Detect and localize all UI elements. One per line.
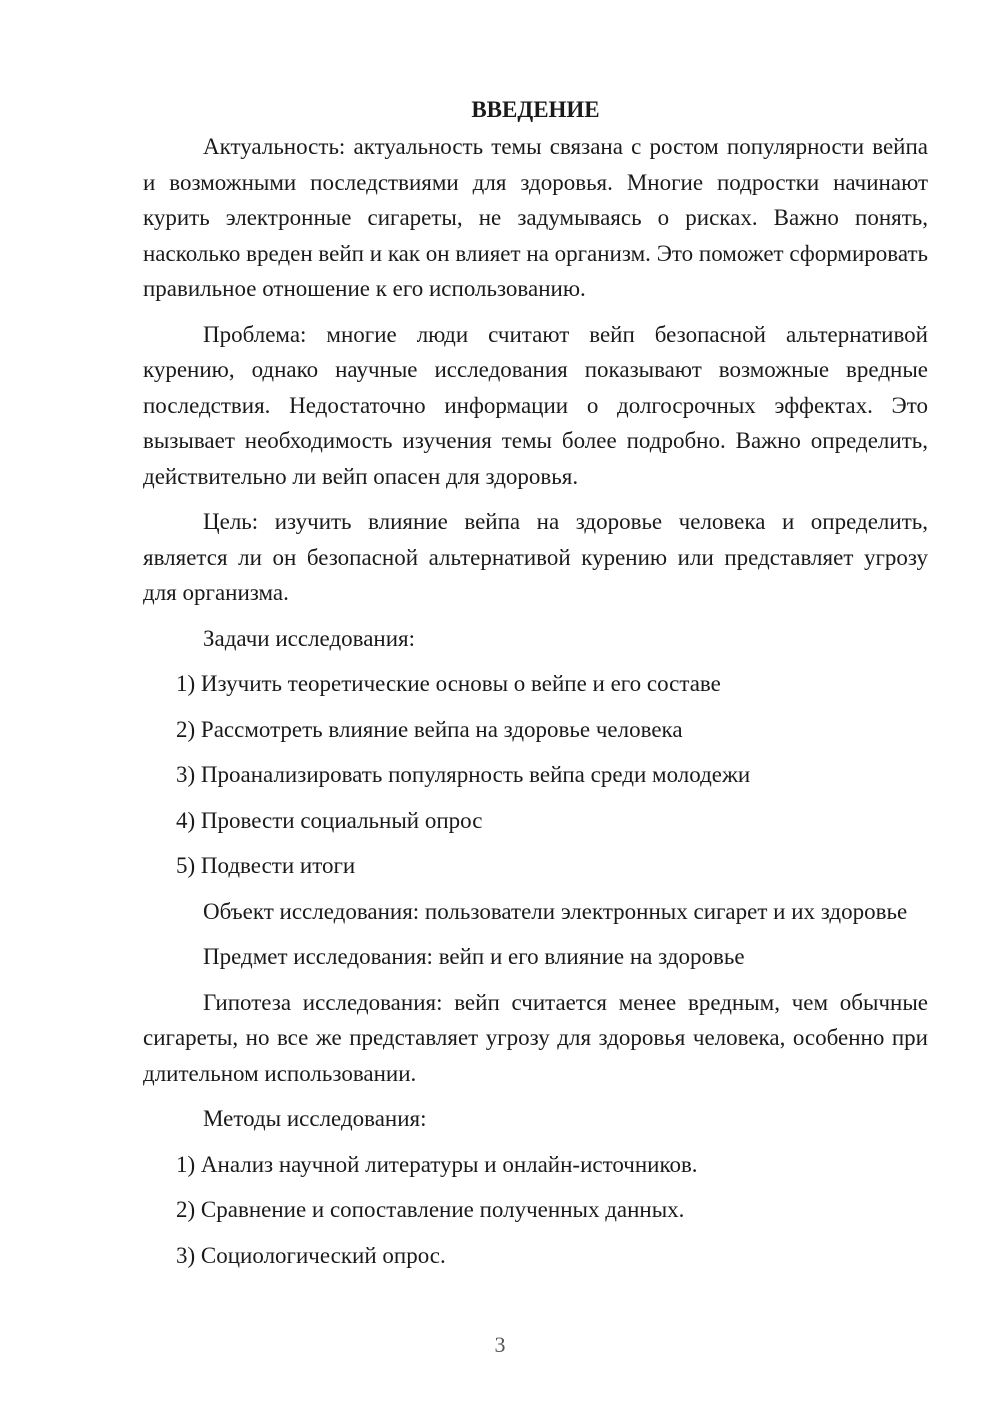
document-page [143,92,928,1283]
tasks-list [143,666,928,884]
methods-list [143,1147,928,1274]
tasks-heading: Задачи исследования: [203,625,416,651]
list-item: 2) Рассмотреть влияние вейпа на здоровье человека [176,716,683,742]
object-paragraph: Объект исследования: пользователи электронных сигарет и их здоровье [203,898,908,924]
page-number: 3 [494,1332,506,1357]
page-title: ВВЕДЕНИЕ [471,97,600,122]
methods-heading: Методы исследования: [203,1106,427,1131]
list-item: 3) Социологический опрос. [176,1242,446,1268]
hypothesis-paragraph: Гипотеза исследования: вейп считается менее вредным, чем обычные сигареты, но все же представляет угрозу для здоровья человека, особенно при длительном использовании. [143,989,928,1086]
relevance-paragraph: Актуальность: актуальность темы связана с ростом популярности вейпа и возможными последствиями для здоровья. Многие подростки начинают курить электронные сигареты, не задумываясь о рисках. Важно понять, насколько вреден вейп и как он влияет на организм. Это поможет сформировать правильное отношение к его использованию. [143,134,928,301]
list-item: 5) Подвести итоги [176,853,356,878]
list-item: 1) Анализ научной литературы и онлайн-источников. [176,1151,698,1177]
list-item: 2) Сравнение и сопоставление полученных данных. [176,1197,685,1222]
goal-paragraph: Цель: изучить влияние вейпа на здоровье человека и определить, является ли он безопасной альтернативой курению или представляет угрозу для организма. [143,509,928,605]
list-item: 1) Изучить теоретические основы о вейпе и его составе [176,671,721,696]
subject-paragraph: Предмет исследования: вейп и его влияние на здоровье [203,944,745,969]
problem-paragraph: Проблема: многие люди считают вейп безопасной альтернативой курению, однако научные исследования показывают возможные вредные последствия. Недостаточно информации о долгосрочных эффектах. Это вызывает необходимость изучения темы более подробно. Важно определить, действительно ли вейп опасен для здоровья. [143,321,928,489]
list-item: 4) Провести социальный опрос [176,807,483,833]
list-item: 3) Проанализировать популярность вейпа среди молодежи [176,762,751,787]
